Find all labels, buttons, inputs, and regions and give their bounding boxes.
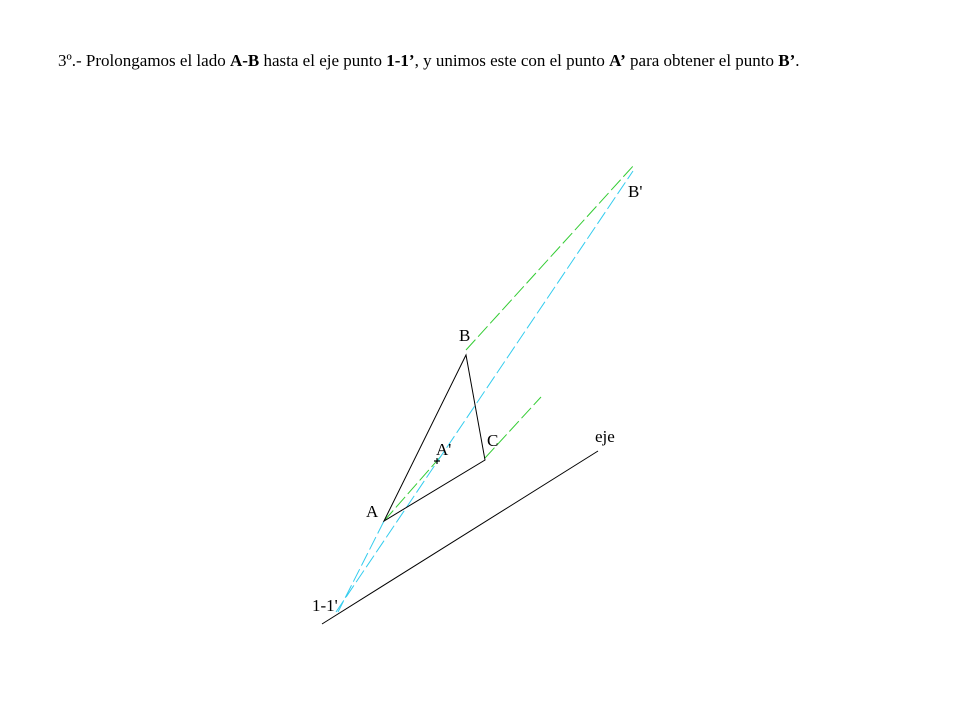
label-b-prime: B' (628, 182, 643, 201)
instruction-point-aprime: A’ (609, 51, 626, 70)
label-1-1-prime: 1-1' (312, 596, 338, 615)
label-b: B (459, 326, 471, 345)
instruction-mid1: hasta el eje punto (259, 51, 387, 70)
projection-line-b (466, 165, 634, 350)
label-c: C (487, 431, 499, 450)
instruction-step: 3º.- Prolongamos el lado (58, 51, 230, 70)
line-ab-extension (338, 521, 384, 612)
instruction-point-a: A (229, 51, 243, 70)
instruction-end: . (795, 51, 800, 70)
construction-lines (336, 171, 633, 612)
projection-lines (384, 165, 634, 521)
instruction-point-b: B (247, 51, 260, 70)
axis-line (322, 451, 598, 624)
instruction-dash: - (242, 51, 248, 70)
triangle-abc (384, 355, 485, 521)
label-axis: eje (595, 427, 615, 446)
instruction-mid2: , y unimos este con el punto (414, 51, 610, 70)
instruction-point-11: 1-1’ (386, 51, 415, 70)
line-11-to-b-prime (336, 171, 633, 612)
projection-line-a (384, 455, 442, 521)
label-a: A (366, 502, 379, 521)
instruction-point-bprime: B’ (778, 51, 796, 70)
label-a-prime: A' (436, 440, 452, 459)
instruction-mid3: para obtener el punto (625, 51, 779, 70)
